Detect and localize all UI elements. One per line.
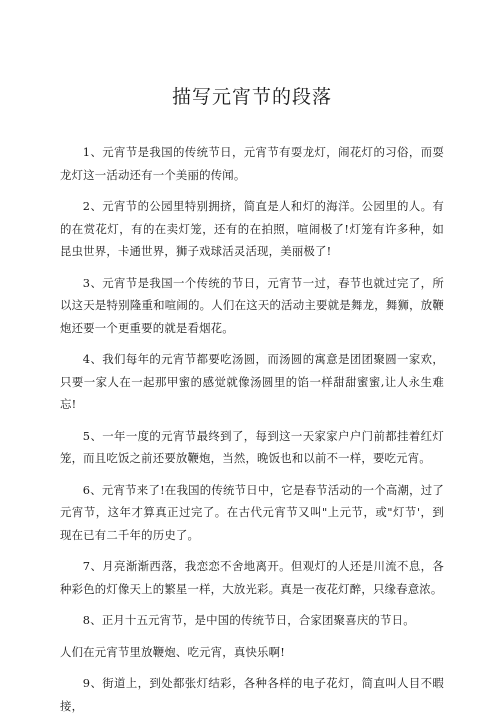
paragraph: 人们在元宵节里放鞭炮、吃元宵，真快乐啊!: [60, 644, 286, 659]
paragraph: 5、一年一度的元宵节最终到了，每到这一天家家户户门前都挂着红灯笼，而且吃饭之前还要放鞭炮，当然，晚饭也和以前不一样，要吃元宵。: [60, 428, 444, 465]
paragraph: 6、元宵节来了!在我国的传统节日中，它是春节活动的一个高潮，过了元宵节，这年才算真正过完了。在古代元宵节又叫"上元节，或"灯节'，到现在已有二千年的历史了。: [60, 482, 444, 542]
paragraph: 9、街道上，到处都张灯结彩，各种各样的电子花灯，简直叫人目不暇接，: [60, 676, 444, 713]
document-title: 描写元宵节的段落: [171, 86, 332, 108]
paragraph: 3、元宵节是我国一个传统的节日，元宵节一过，春节也就过完了，所以这天是特别隆重和喧闹的。人们在这天的活动主要就是舞龙，舞狮，放鞭炮还要一个更重要的就是看烟花。: [60, 275, 444, 335]
paragraph: 7、月亮渐渐西落，我恋恋不舍地离开。但观灯的人还是川流不息，各种彩色的灯像天上的繁星一样，大放光彩。真是一夜花灯醉，只缘春意浓。: [60, 559, 444, 596]
paragraph: 2、元宵节的公园里特别拥挤，简直是人和灯的海洋。公园里的人。有的在赏花灯，有的在卖灯笼，还有的在拍照，喧闹极了!灯笼有许多种，如 昆虫世界，卡通世界，狮子戏球活灵活现，美丽极了!: [60, 199, 444, 258]
paragraph: 4、我们每年的元宵节都要吃汤圆，而汤圆的寓意是团团聚圆一家欢，只要一家人在一起那甲蜜的感觉就像汤圆里的馅一样甜甜蜜蜜,让人永生难忘!: [60, 352, 444, 411]
paragraph: 8、正月十五元宵节，是中国的传统节日，合家团聚喜庆的节日。: [82, 613, 415, 627]
paragraph: 1、元宵节是我国的传统节日，元宵节有耍龙灯，闹花灯的习俗，而耍龙灯这一活动还有一个美丽的传闻。: [60, 145, 444, 182]
document-body: [60, 141, 444, 717]
